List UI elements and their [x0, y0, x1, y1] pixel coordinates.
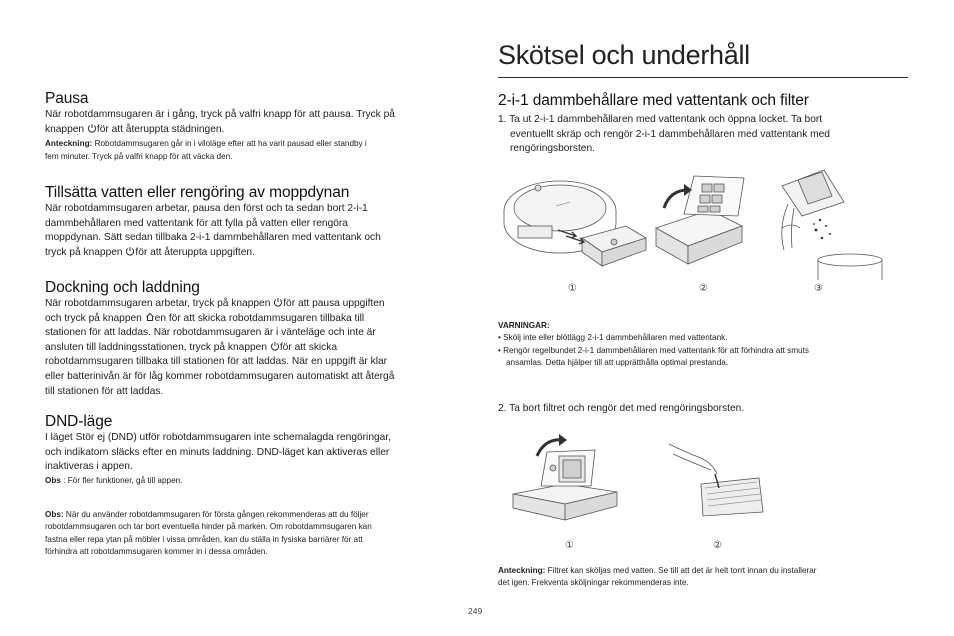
open-dustbin-illustration [656, 176, 744, 264]
filter-note: Anteckning: Filtret kan sköljas med vatten. Se till att det är helt torrt innan du installerar det igen. Frekventa sköljningar rekommenderas inte. [498, 566, 817, 588]
warnings-title: VARNINGAR: [498, 321, 550, 330]
pausa-line2: knappen för att återuppta städningen. [45, 123, 225, 135]
figure2-label-2: ② [713, 540, 722, 551]
figure-filter-steps [505, 428, 785, 528]
heading-pausa: Pausa [45, 90, 89, 107]
page-number: 249 [468, 606, 483, 616]
title-rule [498, 77, 908, 78]
figure1-label-3: ③ [814, 283, 823, 294]
debris-particles [813, 219, 831, 239]
pausa-note: Anteckning: Robotdammsugaren går in i viloläge efter att ha varit pausad eller standby i [45, 139, 367, 149]
pausa-line1: När robotdammsugaren är i gång, tryck på valfri knapp för att pausa. Tryck på [45, 109, 395, 120]
step2-text: 2. Ta bort filtret och rengör det med rengöringsborsten. [498, 403, 745, 414]
home-icon [145, 312, 155, 322]
obs-note: Obs: När du använder robotdammsugaren för första gången rekommenderas att du följer robotdammsugaren och tar bort eventuella hinder på marken. Om robotdammsugaren kan fastna eller repa ytan på möbler i vissa områden, kan du ställa in fysiska barriärer för att förhindra att robotdammsugaren kommer in i dessa områden. [45, 510, 372, 557]
dnd-obs: Obs : För fler funktioner, gå till appen. [45, 475, 183, 485]
power-icon [273, 297, 283, 307]
filter-removal-illustration [513, 450, 617, 520]
warnings: VARNINGAR: • Skölj inte eller blötlägg 2-i-1 dammbehållaren med vattentank. • Rengör regelbundet 2-i-1 dammbehållaren med vattentank för att förhindra att smuts ansamlas. Detta hjälper till att upprätthålla optimal prestanda. [498, 320, 908, 370]
power-icon [87, 123, 97, 133]
section-dnd: DND-läge I läget Stör ej (DND) utför robotdammsugaren inte schemalagda rengöringar, och indikatorn släcks efter en minuts laddning. DND-läget kan aktiveras eller inaktiveras i appen. Obs : För fler funktioner, gå till appen. [45, 413, 465, 487]
heading-dockning: Dockning och laddning [45, 279, 200, 296]
section-tillsatta: Tillsätta vatten eller rengöring av moppdynan När robotdammsugaren arbetar, pausa den först och ta sedan bort 2-i-1 dammbehållaren med vattentank för att fylla på vatten eller rengöra moppdynan. Sätt sedan tillbaka 2-i-1 dammbehållaren med vattentank och tryck på knappen för att återuppta uppgiften. [45, 184, 465, 260]
brush-cleaning-illustration [669, 444, 763, 516]
figure1-label-2: ② [699, 283, 708, 294]
step1-text: 1. Ta ut 2-i-1 dammbehållaren med vattentank och öppna locket. Ta bort eventuellt skräp och rengör 2-i-1 dammbehållaren med vattentank med rengöringsborsten. [498, 114, 830, 155]
heading-tillsatta: Tillsätta vatten eller rengöring av moppdynan [45, 184, 350, 201]
heading-dustbin: 2-i-1 dammbehållare med vattentank och filter [498, 92, 809, 109]
heading-dnd: DND-läge [45, 413, 113, 430]
arrow-head-icon [559, 434, 567, 446]
figure1-label-1: ① [568, 283, 577, 294]
power-icon [270, 341, 280, 351]
hand-emptying-illustration [782, 170, 882, 280]
figure2-label-1: ① [565, 540, 574, 551]
power-icon [125, 246, 135, 256]
page-title: Skötsel och underhåll [498, 40, 750, 70]
section-dockning: Dockning och laddning När robotdammsugaren arbetar, tryck på knappen för att pausa uppgiften och tryck på knappen en för att skicka robotdammsugaren tillbaka till stationen för att laddas. När robotdammsugaren är i vänteläge och inte är ansluten till laddningsstationen, tryck på knappen för att skicka robotdammsugaren tillbaka till stationen för att laddas. När en uppgift är klar eller batterinivån är för låg kommer robotdammsugaren automatiskt att återgå till stationen för att laddas. [45, 279, 465, 399]
section-pausa: Pausa När robotdammsugaren är i gång, tryck på valfri knapp för att pausa. Tryck på knappen för att återuppta städningen. Anteckning: Robotdammsugaren går in i viloläge efter att ha varit pausad eller standby i fem minuter. Tryck på valfri knapp för att väcka den. [45, 90, 465, 163]
figure-dustbin-steps [498, 168, 888, 280]
